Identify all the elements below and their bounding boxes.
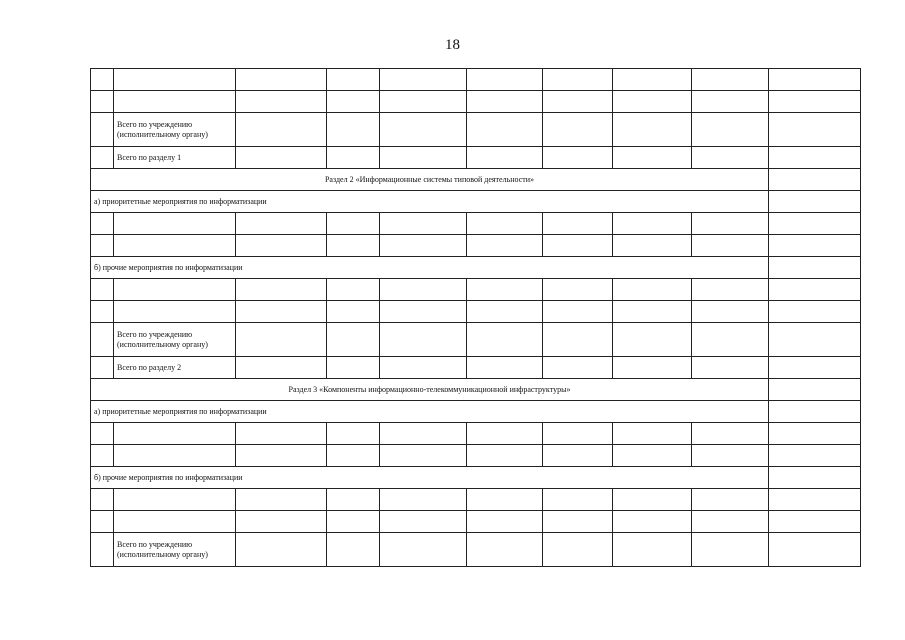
table-row xyxy=(91,91,861,113)
table-cell xyxy=(769,401,861,423)
section-3-title: Раздел 3 «Компоненты информационно-телекоммуникационной инфраструктуры» xyxy=(91,379,769,401)
table-cell xyxy=(769,191,861,213)
table-cell xyxy=(380,489,467,511)
table-cell xyxy=(613,279,692,301)
table-row xyxy=(91,113,861,147)
table-cell xyxy=(613,113,692,147)
table-cell xyxy=(380,91,467,113)
table-cell xyxy=(236,489,327,511)
table-cell xyxy=(692,489,769,511)
table-cell xyxy=(91,279,114,301)
table-row xyxy=(91,301,861,323)
table-cell xyxy=(91,445,114,467)
table-cell xyxy=(91,213,114,235)
table-row xyxy=(91,357,861,379)
table-cell xyxy=(114,301,236,323)
table-cell xyxy=(692,279,769,301)
table-cell xyxy=(236,323,327,357)
table-cell xyxy=(543,323,613,357)
table-cell xyxy=(114,69,236,91)
table-cell xyxy=(236,147,327,169)
total-section-2-label: Всего по разделу 2 xyxy=(114,357,236,379)
table-cell xyxy=(236,301,327,323)
table-cell xyxy=(91,511,114,533)
table-cell xyxy=(692,357,769,379)
table-cell xyxy=(769,357,861,379)
table-row xyxy=(91,533,861,567)
table-cell xyxy=(91,533,114,567)
total-institution-label: Всего по учреждению (исполнительному органу) xyxy=(114,323,236,357)
page-number: 18 xyxy=(445,37,460,53)
table-cell xyxy=(380,357,467,379)
table-cell xyxy=(467,489,543,511)
table-row xyxy=(91,511,861,533)
table-cell xyxy=(769,467,861,489)
table-cell xyxy=(543,489,613,511)
table-cell xyxy=(327,511,380,533)
table-row xyxy=(91,213,861,235)
table-cell xyxy=(380,279,467,301)
table-cell xyxy=(91,357,114,379)
table-row xyxy=(91,323,861,357)
table-cell xyxy=(380,235,467,257)
table-cell xyxy=(236,511,327,533)
table-cell xyxy=(327,445,380,467)
table-cell xyxy=(613,511,692,533)
table-row xyxy=(91,489,861,511)
table-cell xyxy=(467,445,543,467)
table-cell xyxy=(467,235,543,257)
table-cell xyxy=(543,147,613,169)
table-cell xyxy=(769,235,861,257)
table-cell xyxy=(114,489,236,511)
table-cell xyxy=(692,445,769,467)
table-cell xyxy=(327,147,380,169)
table-cell xyxy=(380,69,467,91)
table-cell xyxy=(692,69,769,91)
table-cell xyxy=(769,301,861,323)
table-cell xyxy=(380,213,467,235)
table-cell xyxy=(91,301,114,323)
section-3-priority-label: а) приоритетные мероприятия по информатизации xyxy=(91,401,769,423)
table-cell xyxy=(467,357,543,379)
table-cell xyxy=(91,113,114,147)
table-row xyxy=(91,279,861,301)
table-cell xyxy=(692,235,769,257)
table-cell xyxy=(236,279,327,301)
table-cell xyxy=(236,423,327,445)
table-cell xyxy=(769,279,861,301)
table-cell xyxy=(543,91,613,113)
table-cell xyxy=(236,235,327,257)
table-cell xyxy=(769,91,861,113)
table-cell xyxy=(327,301,380,323)
table-row xyxy=(91,147,861,169)
table-row xyxy=(91,445,861,467)
table-cell xyxy=(91,147,114,169)
table-cell xyxy=(692,511,769,533)
table-cell xyxy=(692,113,769,147)
table-cell xyxy=(613,423,692,445)
table-cell xyxy=(380,147,467,169)
table-cell xyxy=(467,69,543,91)
table-cell xyxy=(769,169,861,191)
table-row xyxy=(91,169,861,191)
table-cell xyxy=(91,323,114,357)
table-cell xyxy=(236,213,327,235)
table-cell xyxy=(467,511,543,533)
table-cell xyxy=(769,423,861,445)
total-institution-label: Всего по учреждению (исполнительному органу) xyxy=(114,533,236,567)
table-cell xyxy=(467,533,543,567)
table-cell xyxy=(467,301,543,323)
table-cell xyxy=(613,235,692,257)
table-cell xyxy=(613,357,692,379)
table-cell xyxy=(467,423,543,445)
table-cell xyxy=(327,423,380,445)
table-cell xyxy=(543,511,613,533)
table-cell xyxy=(467,323,543,357)
table-cell xyxy=(543,357,613,379)
table-cell xyxy=(692,301,769,323)
table-cell xyxy=(692,213,769,235)
table-cell xyxy=(327,69,380,91)
table-cell xyxy=(114,279,236,301)
table-cell xyxy=(91,489,114,511)
section-2-title: Раздел 2 «Информационные системы типовой деятельности» xyxy=(91,169,769,191)
table-cell xyxy=(380,301,467,323)
table-cell xyxy=(769,69,861,91)
table-cell xyxy=(467,113,543,147)
table-row xyxy=(91,69,861,91)
table-cell xyxy=(380,423,467,445)
table-cell xyxy=(769,113,861,147)
table-cell xyxy=(91,235,114,257)
table-cell xyxy=(91,91,114,113)
table-cell xyxy=(236,533,327,567)
table-cell xyxy=(327,113,380,147)
table-cell xyxy=(236,113,327,147)
table-cell xyxy=(380,511,467,533)
table-cell xyxy=(236,69,327,91)
table-cell xyxy=(769,511,861,533)
section-2-priority-label: а) приоритетные мероприятия по информатизации xyxy=(91,191,769,213)
table-cell xyxy=(114,91,236,113)
table-cell xyxy=(467,91,543,113)
table-cell xyxy=(543,445,613,467)
table-row xyxy=(91,235,861,257)
table-cell xyxy=(692,423,769,445)
table-cell xyxy=(692,323,769,357)
table-cell xyxy=(91,423,114,445)
table-cell xyxy=(613,147,692,169)
table-cell xyxy=(613,69,692,91)
total-institution-label: Всего по учреждению (исполнительному органу) xyxy=(114,113,236,147)
table-row xyxy=(91,191,861,213)
table-cell xyxy=(467,279,543,301)
table-cell xyxy=(91,69,114,91)
table-cell xyxy=(613,323,692,357)
form-table xyxy=(90,68,861,567)
table-cell xyxy=(769,533,861,567)
table-cell xyxy=(327,489,380,511)
table-cell xyxy=(327,357,380,379)
table-cell xyxy=(769,489,861,511)
table-cell xyxy=(236,445,327,467)
table-cell xyxy=(692,91,769,113)
table-cell xyxy=(543,213,613,235)
table-cell xyxy=(327,323,380,357)
table-cell xyxy=(114,235,236,257)
total-section-1-label: Всего по разделу 1 xyxy=(114,147,236,169)
table-cell xyxy=(114,213,236,235)
table-cell xyxy=(769,147,861,169)
table-row xyxy=(91,401,861,423)
table-cell xyxy=(543,69,613,91)
table-cell xyxy=(543,235,613,257)
table-cell xyxy=(769,323,861,357)
table-cell xyxy=(380,533,467,567)
table-cell xyxy=(114,511,236,533)
table-cell xyxy=(692,147,769,169)
table-cell xyxy=(114,423,236,445)
table-cell xyxy=(613,213,692,235)
table-cell xyxy=(380,323,467,357)
table-cell xyxy=(380,445,467,467)
table-cell xyxy=(380,113,467,147)
section-3-other-label: б) прочие мероприятия по информатизации xyxy=(91,467,769,489)
table-cell xyxy=(327,235,380,257)
table-cell xyxy=(543,423,613,445)
table-cell xyxy=(543,279,613,301)
table-cell xyxy=(613,445,692,467)
table-row xyxy=(91,467,861,489)
table-cell xyxy=(114,445,236,467)
table-cell xyxy=(543,301,613,323)
table-cell xyxy=(769,445,861,467)
table-cell xyxy=(692,533,769,567)
table-cell xyxy=(236,91,327,113)
table-cell xyxy=(327,533,380,567)
table-cell xyxy=(769,213,861,235)
table-cell xyxy=(613,533,692,567)
table-cell xyxy=(327,91,380,113)
table-cell xyxy=(769,257,861,279)
table-cell xyxy=(327,279,380,301)
table-cell xyxy=(467,213,543,235)
table-cell xyxy=(613,489,692,511)
table-cell xyxy=(467,147,543,169)
table-row xyxy=(91,423,861,445)
table-row xyxy=(91,379,861,401)
section-2-other-label: б) прочие мероприятия по информатизации xyxy=(91,257,769,279)
table-cell xyxy=(327,213,380,235)
table-cell xyxy=(543,113,613,147)
table-cell xyxy=(613,301,692,323)
table-row xyxy=(91,257,861,279)
table-cell xyxy=(613,91,692,113)
table-cell xyxy=(543,533,613,567)
table-cell xyxy=(236,357,327,379)
table-cell xyxy=(769,379,861,401)
